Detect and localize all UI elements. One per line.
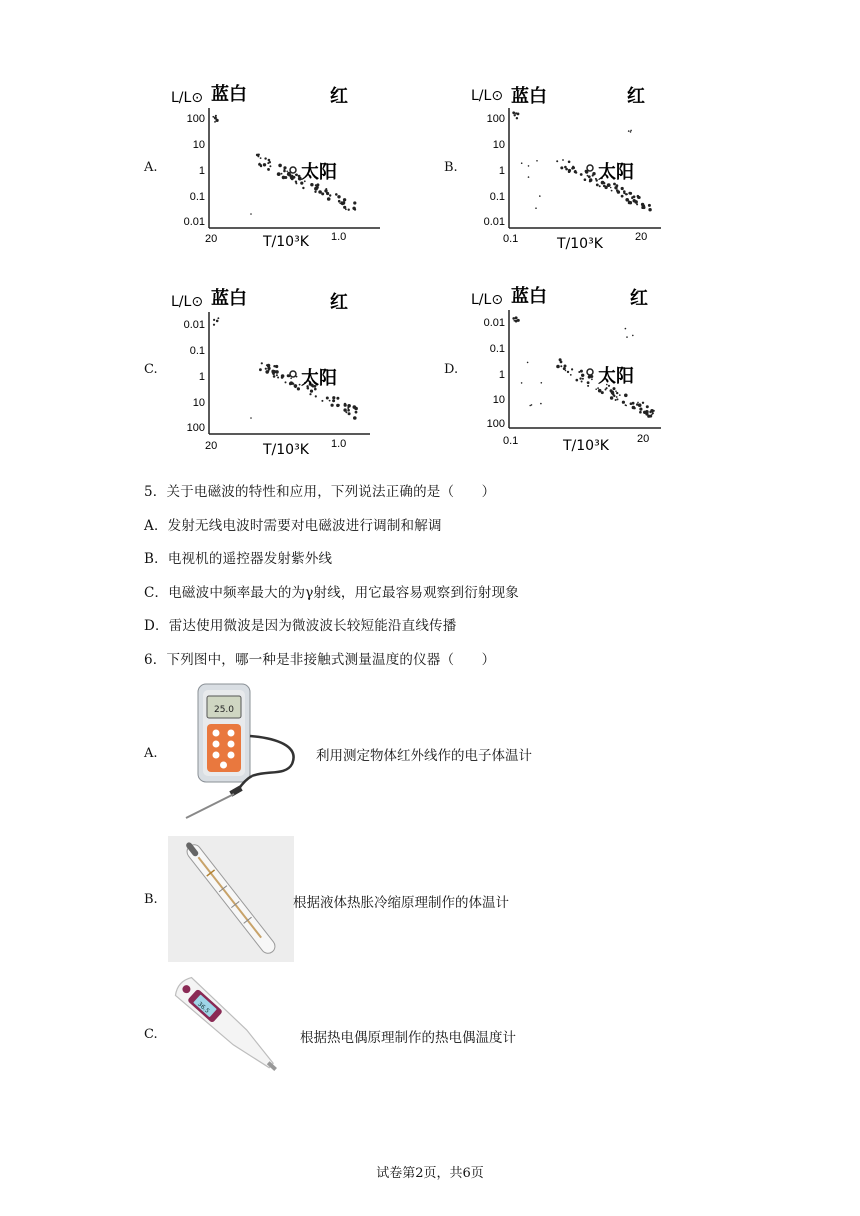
star-dot — [638, 196, 641, 199]
left-title: 蓝白 — [211, 288, 247, 309]
sun-marker — [587, 165, 593, 171]
star-dot — [213, 324, 215, 326]
star-dot — [639, 411, 642, 414]
star-dot — [584, 178, 587, 181]
star-dot — [616, 396, 618, 398]
star-dot — [285, 381, 287, 383]
star-dot — [591, 378, 593, 380]
diagram-b-label: B. — [444, 160, 458, 175]
star-dot — [321, 192, 324, 195]
star-dot — [512, 111, 515, 114]
sun-label: 太阳 — [598, 162, 634, 183]
star-dot — [515, 316, 518, 319]
star-dot — [348, 209, 350, 211]
star-dot — [283, 169, 285, 171]
right-title: 红 — [330, 292, 348, 313]
star-dot — [642, 206, 645, 209]
q6-stem: 6．下列图中，哪一种是非接触式测量温度的仪器（ ） — [144, 652, 496, 668]
star-dot — [287, 374, 290, 377]
electronic-thermometer-image — [170, 970, 298, 1094]
star-dot — [599, 185, 601, 187]
star-dot — [527, 362, 529, 364]
star-dot — [521, 382, 523, 384]
star-dot — [353, 416, 357, 420]
star-dot — [556, 365, 560, 369]
y-tick: 0.01 — [483, 317, 505, 329]
x-right-label: 1.0 — [331, 438, 347, 450]
y-axis-label: L/L⊙ — [171, 90, 204, 106]
hr-diagram-d — [465, 282, 685, 457]
diagram-d-label: D. — [444, 362, 459, 377]
sun-marker — [290, 371, 296, 377]
star-dot — [646, 405, 649, 408]
star-dot — [514, 114, 516, 116]
star-dot — [604, 185, 606, 187]
star-dot — [315, 395, 317, 397]
star-dot — [631, 197, 633, 199]
star-dot — [595, 388, 597, 390]
x-axis-label: T/10³K — [557, 236, 603, 252]
star-dot — [564, 365, 567, 368]
y-tick: 1 — [198, 165, 205, 177]
y-tick: 100 — [486, 113, 505, 125]
q5-option-d[interactable]: D．雷达使用微波是因为微波波长较短能沿直线传播 — [144, 618, 457, 634]
star-dot — [581, 374, 584, 377]
y-tick: 1 — [198, 371, 205, 383]
star-dot — [589, 179, 592, 182]
star-dot — [332, 399, 335, 402]
star-dot — [266, 364, 268, 366]
star-dot — [615, 390, 617, 392]
star-dot — [316, 183, 319, 186]
star-dot — [257, 155, 259, 157]
star-dot — [343, 206, 346, 209]
star-dot — [290, 378, 292, 380]
star-dot — [616, 392, 618, 394]
star-dot — [571, 368, 573, 370]
star-dot — [610, 389, 613, 392]
star-dot — [556, 160, 558, 162]
star-dot — [601, 391, 604, 394]
x-left-label: 20 — [205, 233, 218, 245]
q6-option-c-label[interactable]: C. — [144, 1027, 158, 1042]
star-dot — [212, 116, 214, 118]
star-dot — [531, 404, 533, 406]
left-title: 蓝白 — [211, 84, 247, 105]
star-dot — [628, 192, 631, 195]
star-dot — [648, 204, 651, 207]
star-dot — [576, 379, 579, 382]
star-dot — [321, 400, 323, 402]
star-dot — [588, 375, 591, 378]
star-dot — [295, 174, 297, 176]
q6-option-a-caption: 利用测定物体红外线作的电子体温计 — [316, 748, 532, 764]
star-dot — [611, 190, 613, 192]
right-title: 红 — [627, 86, 645, 107]
star-dot — [347, 404, 351, 408]
star-dot — [615, 399, 617, 401]
hr-diagram-c — [165, 284, 385, 459]
star-dot — [605, 389, 607, 391]
star-dot — [355, 411, 358, 414]
star-dot — [268, 159, 271, 162]
y-axis-label: L/L⊙ — [471, 292, 504, 308]
star-dot — [264, 157, 266, 159]
star-dot — [597, 387, 599, 389]
q6-option-b-caption: 根据液体热胀冷缩原理制作的体温计 — [293, 895, 509, 911]
star-dot — [521, 162, 523, 164]
y-tick: 10 — [192, 139, 205, 151]
star-dot — [564, 166, 567, 169]
star-dot — [535, 207, 537, 209]
left-title: 蓝白 — [511, 286, 547, 307]
star-dot — [215, 115, 217, 117]
star-dot — [291, 175, 293, 177]
star-dot — [258, 163, 261, 166]
device-screen-readout: 36.5 — [196, 1000, 211, 1015]
x-left-label: 20 — [205, 440, 218, 452]
star-dot — [343, 408, 346, 411]
star-dot — [272, 373, 275, 376]
star-dot — [290, 381, 294, 385]
star-dot — [560, 361, 563, 364]
star-dot — [636, 203, 638, 205]
star-dot — [613, 387, 616, 390]
star-dot — [580, 173, 583, 176]
y-tick: 100 — [186, 422, 205, 434]
star-dot — [512, 317, 515, 320]
star-dot — [354, 208, 356, 210]
star-dot — [616, 189, 619, 192]
star-dot — [636, 403, 639, 406]
star-dot — [216, 119, 219, 122]
star-dot — [619, 394, 621, 396]
star-dot — [354, 406, 356, 408]
star-dot — [610, 396, 613, 399]
star-dot — [642, 402, 644, 404]
star-dot — [567, 371, 569, 373]
star-dot — [595, 178, 597, 180]
star-dot — [273, 375, 276, 378]
star-dot — [630, 131, 632, 133]
sun-marker — [587, 369, 593, 375]
sun-label: 太阳 — [301, 162, 337, 183]
q5-stem: 5．关于电磁波的特性和应用，下列说法正确的是（ ） — [144, 484, 496, 500]
star-dot — [263, 163, 266, 166]
q5-option-c[interactable]: C．电磁波中频率最大的为γ射线，用它最容易观察到衍射现象 — [144, 585, 519, 601]
star-dot — [581, 381, 583, 383]
star-dot — [218, 317, 220, 319]
star-dot — [617, 398, 619, 400]
star-dot — [258, 154, 260, 156]
star-dot — [338, 200, 341, 203]
diagram-a-label: A. — [144, 160, 158, 175]
star-dot — [645, 412, 648, 415]
star-dot — [276, 374, 278, 376]
star-dot — [310, 183, 313, 186]
star-dot — [278, 164, 282, 168]
star-dot — [560, 166, 563, 169]
y-tick: 0.01 — [183, 216, 205, 228]
x-right-label: 1.0 — [331, 231, 347, 243]
star-dot — [578, 371, 580, 373]
star-dot — [261, 362, 263, 364]
star-dot — [632, 335, 634, 337]
star-dot — [250, 213, 252, 215]
star-dot — [624, 394, 628, 398]
star-dot — [336, 397, 339, 400]
star-dot — [633, 407, 635, 409]
star-dot — [607, 183, 611, 187]
star-dot — [541, 382, 543, 384]
star-dot — [269, 165, 271, 167]
star-dot — [625, 198, 629, 202]
star-dot — [528, 165, 530, 167]
star-dot — [634, 200, 638, 204]
star-dot — [528, 176, 530, 178]
star-dot — [348, 412, 351, 415]
x-axis-label: T/10³K — [263, 442, 309, 458]
sun-label: 太阳 — [598, 366, 634, 387]
q6-option-a-label[interactable]: A. — [144, 746, 158, 761]
star-dot — [298, 388, 300, 390]
star-dot — [648, 208, 651, 211]
star-dot — [582, 378, 584, 380]
star-dot — [309, 393, 311, 395]
star-dot — [650, 409, 653, 412]
star-dot — [283, 166, 286, 169]
y-tick: 1 — [498, 165, 505, 177]
star-dot — [639, 408, 642, 411]
star-dot — [267, 162, 269, 164]
page-footer: 试卷第2页，共6页 — [376, 1166, 484, 1181]
y-tick: 0.1 — [489, 191, 505, 203]
x-right-label: 20 — [635, 231, 648, 243]
star-dot — [628, 202, 630, 204]
star-dot — [282, 176, 286, 180]
star-dot — [628, 130, 630, 132]
star-dot — [326, 397, 329, 400]
star-dot — [572, 166, 575, 169]
star-dot — [332, 396, 335, 399]
star-dot — [295, 181, 297, 183]
q5-option-a[interactable]: A．发射无线电波时需要对电磁波进行调制和解调 — [144, 518, 442, 534]
left-title: 蓝白 — [511, 86, 547, 107]
star-dot — [540, 403, 542, 405]
right-title: 红 — [330, 86, 348, 107]
star-dot — [621, 195, 624, 198]
star-dot — [281, 374, 285, 378]
star-dot — [337, 404, 340, 407]
star-dot — [626, 336, 628, 338]
star-dot — [652, 412, 654, 414]
star-dot — [324, 189, 327, 192]
star-dot — [329, 194, 331, 196]
star-dot — [259, 368, 262, 371]
star-dot — [539, 195, 541, 197]
digital-thermometer-image — [176, 680, 306, 822]
y-tick: 0.1 — [189, 191, 205, 203]
star-dot — [613, 183, 616, 186]
q5-option-b[interactable]: B．电视机的遥控器发射紫外线 — [144, 551, 333, 567]
x-left-label: 0.1 — [503, 435, 519, 447]
star-dot — [265, 368, 267, 370]
star-dot — [596, 184, 599, 187]
star-dot — [574, 170, 577, 173]
star-dot — [625, 404, 627, 406]
star-dot — [562, 159, 564, 161]
y-tick: 10 — [492, 394, 505, 406]
star-dot — [560, 365, 562, 367]
star-dot — [570, 374, 572, 376]
y-tick: 1 — [498, 369, 505, 381]
y-tick: 10 — [192, 397, 205, 409]
star-dot — [216, 320, 219, 323]
star-dot — [568, 170, 571, 173]
star-dot — [579, 377, 581, 379]
star-dot — [630, 130, 632, 132]
y-tick: 100 — [186, 113, 205, 125]
star-dot — [343, 198, 346, 201]
star-dot — [347, 409, 350, 412]
star-dot — [622, 401, 625, 404]
star-dot — [637, 402, 639, 404]
star-dot — [310, 390, 313, 393]
star-dot — [314, 191, 316, 193]
star-dot — [339, 203, 341, 205]
q6-option-b-label[interactable]: B. — [144, 892, 158, 907]
star-dot — [302, 187, 304, 189]
y-tick: 10 — [492, 139, 505, 151]
star-dot — [335, 193, 338, 196]
star-dot — [250, 417, 252, 419]
star-dot — [329, 400, 331, 402]
star-dot — [277, 377, 279, 379]
diagram-c-label: C. — [144, 362, 158, 377]
star-dot — [587, 381, 590, 384]
star-dot — [630, 402, 633, 405]
star-dot — [632, 402, 635, 405]
star-dot — [515, 320, 518, 323]
star-dot — [580, 370, 583, 373]
star-dot — [337, 195, 340, 198]
hr-diagram-b — [465, 78, 685, 253]
y-tick: 0.1 — [189, 345, 205, 357]
x-axis-label: T/10³K — [263, 234, 309, 250]
sun-label: 太阳 — [301, 368, 337, 389]
x-right-label: 20 — [637, 433, 650, 445]
star-dot — [353, 201, 356, 204]
star-dot — [295, 386, 297, 388]
right-title: 红 — [630, 288, 648, 309]
star-dot — [281, 173, 283, 175]
star-dot — [587, 385, 589, 387]
star-dot — [267, 367, 270, 370]
star-dot — [516, 117, 518, 119]
star-dot — [614, 186, 617, 189]
star-dot — [621, 187, 624, 190]
star-dot — [563, 367, 566, 370]
sun-marker — [290, 167, 296, 173]
star-dot — [536, 160, 538, 162]
x-axis-label: T/10³K — [563, 438, 609, 454]
device-screen-readout: 25.0 — [213, 705, 235, 715]
y-tick: 100 — [486, 418, 505, 430]
star-dot — [625, 328, 627, 330]
star-dot — [592, 174, 594, 176]
star-dot — [278, 174, 280, 176]
x-left-label: 0.1 — [503, 233, 519, 245]
y-axis-label: L/L⊙ — [471, 88, 504, 104]
star-dot — [260, 157, 262, 159]
star-dot — [568, 161, 571, 164]
y-tick: 0.01 — [183, 319, 205, 331]
star-dot — [213, 319, 215, 321]
star-dot — [265, 370, 269, 374]
star-dot — [327, 197, 331, 201]
star-dot — [341, 201, 343, 203]
star-dot — [517, 113, 520, 116]
star-dot — [588, 175, 591, 178]
star-dot — [267, 168, 270, 171]
hr-diagram-a — [165, 80, 385, 255]
star-dot — [625, 193, 627, 195]
star-dot — [286, 171, 288, 173]
y-tick: 0.1 — [489, 343, 505, 355]
star-dot — [344, 404, 347, 407]
star-dot — [214, 121, 216, 123]
star-dot — [273, 365, 275, 367]
star-dot — [610, 187, 612, 189]
star-dot — [342, 201, 346, 205]
glass-thermometer-image — [168, 836, 294, 962]
q6-option-c-caption: 根据热电偶原理制作的热电偶温度计 — [300, 1030, 516, 1046]
star-dot — [331, 404, 334, 407]
y-tick: 0.01 — [483, 216, 505, 228]
y-axis-label: L/L⊙ — [171, 294, 204, 310]
